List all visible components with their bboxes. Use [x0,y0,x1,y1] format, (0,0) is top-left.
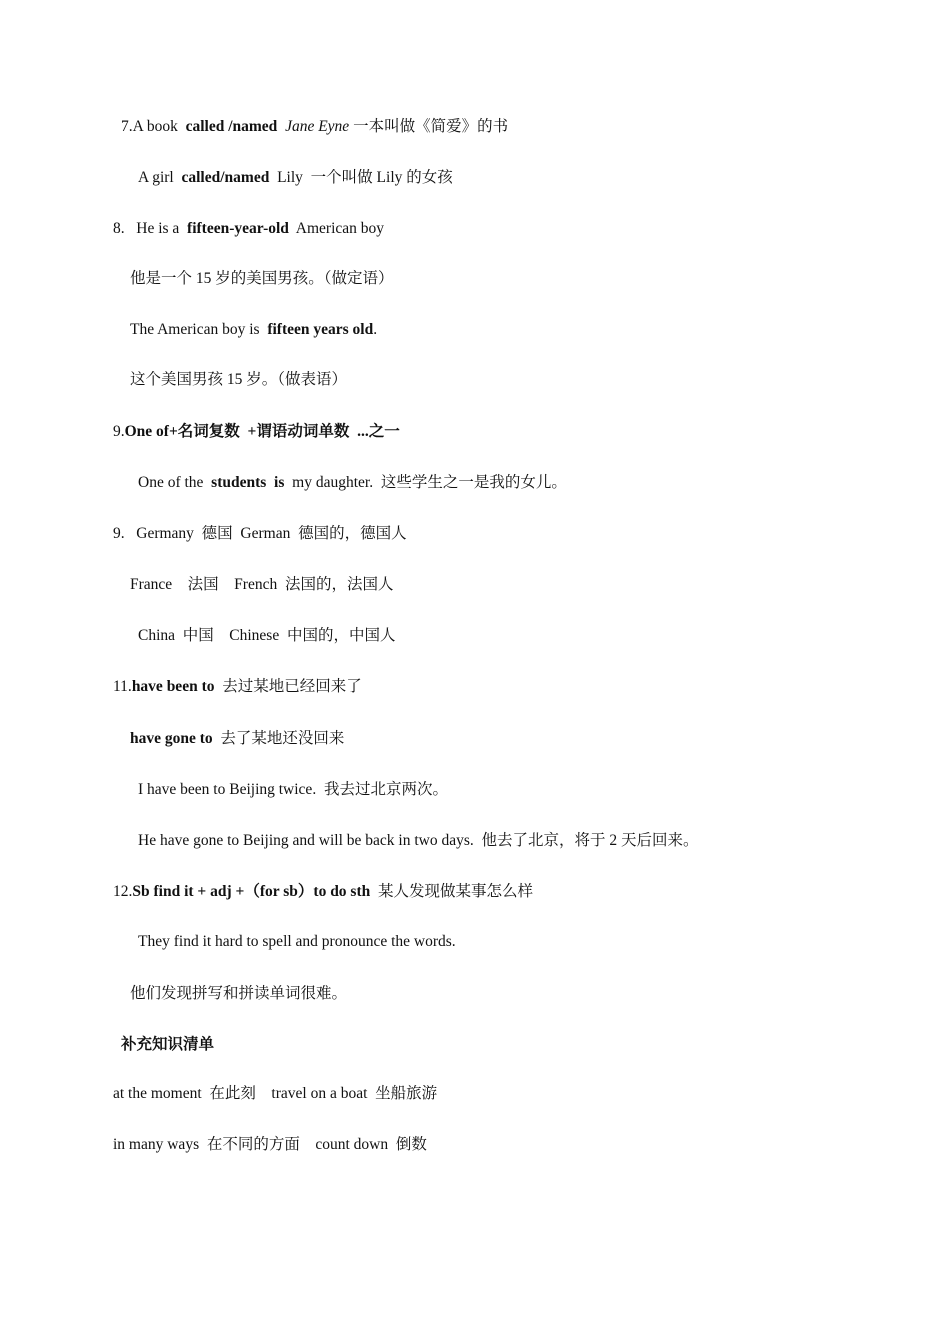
item-9-heading [113,422,400,442]
text-run: 去过某地已经回来了 [214,678,362,695]
item-8-line-1 [113,219,384,239]
supplement-line-1 [113,1084,437,1104]
text-run: in many ways 在不同的方面 count down 倒数 [113,1136,427,1153]
text-run: 去了某地还没回来 [212,730,345,747]
countries-line-1 [113,524,407,544]
text-run: Lily 一个叫做 Lily 的女孩 [269,169,453,186]
item-11-line-1 [113,677,362,697]
item-8-line-3 [130,320,377,340]
text-run: 9. Germany 德国 German 德国的，德国人 [113,525,407,542]
text-run: 这个美国男孩 15 岁。（做表语） [130,371,348,388]
text-run: 8. He is a [113,220,188,237]
countries-line-2 [130,575,393,595]
text-run: The American boy is [130,321,268,338]
countries-line-3 [138,626,395,646]
text-run [277,118,285,135]
text-run: fifteen-year-old [187,220,289,237]
text-run: 一本叫做《简爱》的书 [349,118,509,135]
supplement-line-2 [113,1135,427,1155]
text-run: China 中国 Chinese 中国的，中国人 [138,627,396,644]
text-run: 某人发现做某事怎么样 [370,883,534,900]
text-run: American boy [288,220,385,237]
text-run: Sb find it + adj +（for sb）to do sth [132,883,371,900]
text-run: 9. [113,423,125,440]
text-run: 7.A book [121,118,186,135]
item-9-example [138,473,567,493]
item-12-heading [113,882,533,902]
item-12-translation [130,984,347,1004]
text-run: called/named [181,169,270,186]
text-run: students is [211,474,285,491]
text-run: 补充知识清单 [121,1036,215,1053]
text-run: A girl [138,169,182,186]
text-run: 11. [113,678,132,695]
supplement-heading [121,1035,214,1055]
text-run: I have been to Beijing twice. 我去过北京两次。 [138,781,448,798]
text-run: have gone to [130,730,213,747]
item-11-example-1 [138,780,448,800]
text-run: my daughter. 这些学生之一是我的女儿。 [284,474,567,491]
text-run: called /named [185,118,278,135]
item-11-example-2 [138,831,699,851]
item-8-line-2 [130,269,394,289]
text-run: 他们发现拼写和拼读单词很难。 [130,985,348,1002]
text-run: One of the [138,474,212,491]
text-run: 他是一个 15 岁的美国男孩。（做定语） [130,270,394,287]
text-run: France 法国 French 法国的，法国人 [130,576,394,593]
text-run: at the moment 在此刻 travel on a boat 坐船旅游 [113,1085,438,1102]
item-12-example [138,932,456,952]
text-run: 12. [113,883,133,900]
item-11-line-2 [130,729,344,749]
item-8-line-4 [130,370,347,390]
text-run: Jane Eyne [285,118,350,135]
text-run: . [373,321,378,338]
text-run: One of+名词复数 +谓语动词单数 ...之一 [124,423,400,440]
text-run: He have gone to Beijing and will be back in two days. 他去了北京，将于 2 天后回来。 [138,832,699,849]
text-run: have been to [131,678,215,695]
text-run: They find it hard to spell and pronounce the words. [138,933,456,950]
item-7-line-2 [138,168,453,188]
text-run: fifteen years old [267,321,374,338]
item-7-line-1 [121,117,508,137]
